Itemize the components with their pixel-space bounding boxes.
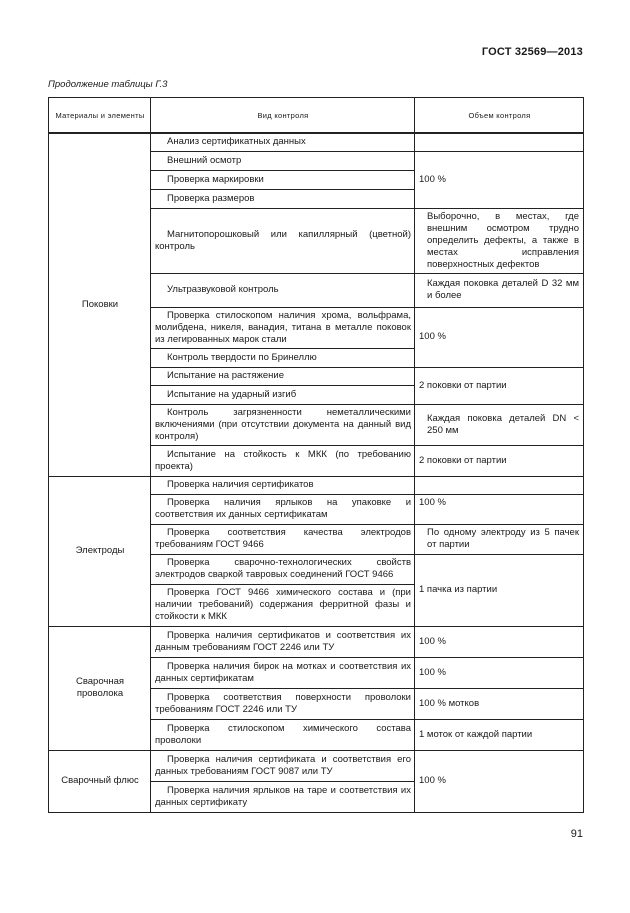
table-row: [49, 626, 584, 657]
control-type-text: Проверка наличия сертификатов: [167, 479, 314, 490]
table-body: [49, 133, 584, 812]
control-type-text: Проверка наличия сертификата и соответствия его данных требованиям ГОСТ 9087 или ТУ: [155, 753, 411, 777]
control-type-cell: [151, 524, 415, 554]
control-type-text: Испытание на стойкость к МКК (по требованию проекта): [155, 448, 411, 472]
control-type-text: Проверка стилоскопом наличия хрома, вольфрама, молибдена, никеля, ванадия, титана в металле поковок из легированных марок стали: [155, 309, 411, 345]
control-type-cell: [151, 367, 415, 385]
control-volume-cell: 100 %: [415, 307, 584, 367]
column-header-control-type: Вид контроля: [151, 98, 415, 134]
control-type-cell: [151, 657, 415, 688]
page-number: 91: [570, 828, 583, 840]
control-type-text: Контроль твердости по Бринеллю: [167, 351, 317, 363]
control-type-cell: [151, 584, 415, 626]
control-type-cell: [151, 133, 415, 151]
control-type-text: Контроль загрязненности неметаллическими включениями (при отсутствии документа на данный вид контроля): [155, 406, 411, 442]
control-type-cell: [151, 445, 415, 476]
control-type-text: Проверка наличия ярлыков на упаковке и соответствия их данных сертификатам: [155, 497, 411, 520]
standard-header: ГОСТ 32569—2013: [481, 46, 583, 58]
control-volume-cell: 100 %: [415, 626, 584, 657]
control-type-cell: [151, 626, 415, 657]
control-volume-cell: Выборочно, в местах, где внешним осмотром трудно определить дефекты, а также в местах исправления поверхностных дефектов: [415, 208, 584, 273]
control-type-text: Испытание на растяжение: [167, 370, 285, 381]
control-type-cell: [151, 719, 415, 750]
control-type-text: Испытание на ударный изгиб: [167, 388, 297, 400]
control-type-cell: [151, 385, 415, 404]
control-type-text: Проверка наличия сертификатов и соответствия их данным требованиям ГОСТ 2246 или ТУ: [155, 629, 411, 653]
control-volume-cell: [415, 476, 584, 494]
material-cell: Сварочная проволока: [49, 626, 151, 750]
control-type-cell: [151, 781, 415, 812]
control-volume-cell: Каждая поковка деталей D 32 мм и более: [415, 273, 584, 307]
control-volume-cell: По одному электроду из 5 пачек от партии: [415, 524, 584, 554]
control-volume-cell: 100 % мотков: [415, 688, 584, 719]
control-volume-cell: 2 поковки от партии: [415, 367, 584, 404]
control-type-cell: [151, 273, 415, 307]
control-type-text: Ультразвуковой контроль: [167, 284, 279, 295]
material-cell: Сварочный флюс: [49, 750, 151, 812]
control-type-cell: [151, 750, 415, 781]
control-type-text: Проверка размеров: [167, 192, 255, 204]
control-type-cell: [151, 688, 415, 719]
control-type-text: Анализ сертификатных данных: [167, 136, 306, 148]
control-volume-cell: 100 %: [415, 151, 584, 208]
control-volume-cell: [415, 133, 584, 151]
control-type-cell: [151, 307, 415, 348]
control-type-text: Магнитопорошковый или капиллярный (цветной) контроль: [155, 228, 411, 252]
control-type-text: Проверка наличия ярлыков на таре и соответствия их данных сертификату: [155, 784, 411, 808]
control-type-cell: [151, 348, 415, 367]
control-type-text: Проверка соответствия поверхности проволоки требованиям ГОСТ 2246 или ТУ: [155, 691, 411, 715]
control-type-cell: [151, 476, 415, 494]
control-volume-cell: 1 пачка из партии: [415, 554, 584, 626]
table-row: [49, 476, 584, 494]
control-type-text: Проверка ГОСТ 9466 химического состава и (при наличии требований) содержания ферритной фазы и стойкости к МКК: [155, 587, 411, 622]
table-caption: Продолжение таблицы Г.3: [48, 79, 168, 90]
control-volume-cell: 100 %: [415, 657, 584, 688]
control-type-cell: [151, 494, 415, 524]
control-type-cell: [151, 170, 415, 189]
control-type-cell: [151, 404, 415, 445]
column-header-materials: Материалы и элементы: [49, 98, 151, 134]
material-cell: Поковки: [49, 133, 151, 476]
control-type-text: Внешний осмотр: [167, 154, 242, 166]
control-volume-cell: 100 %: [415, 750, 584, 812]
table-row: [49, 750, 584, 781]
column-header-control-volume: Объем контроля: [415, 98, 584, 134]
control-volume-cell: 1 моток от каждой партии: [415, 719, 584, 750]
control-type-cell: [151, 189, 415, 208]
table-row: [49, 133, 584, 151]
control-type-text: Проверка стилоскопом химического состава проволоки: [155, 722, 411, 746]
control-volume-cell: 2 поковки от партии: [415, 445, 584, 476]
control-type-text: Проверка наличия бирок на мотках и соответствия их данных сертификатам: [155, 660, 411, 684]
control-type-text: Проверка соответствия качества электродов требованиям ГОСТ 9466: [155, 527, 411, 550]
table-header-row: [49, 98, 584, 134]
control-table: [48, 97, 584, 813]
control-volume-cell: Каждая поковка деталей DN < 250 мм: [415, 404, 584, 445]
control-type-cell: [151, 151, 415, 170]
control-type-cell: [151, 554, 415, 584]
control-type-text: Проверка сварочно-технологических свойств электродов сваркой тавровых соединений ГОСТ 9466: [155, 557, 411, 580]
control-volume-cell: 100 %: [415, 494, 584, 524]
control-type-text: Проверка маркировки: [167, 173, 264, 185]
material-cell: Электроды: [49, 476, 151, 626]
control-type-cell: [151, 208, 415, 273]
